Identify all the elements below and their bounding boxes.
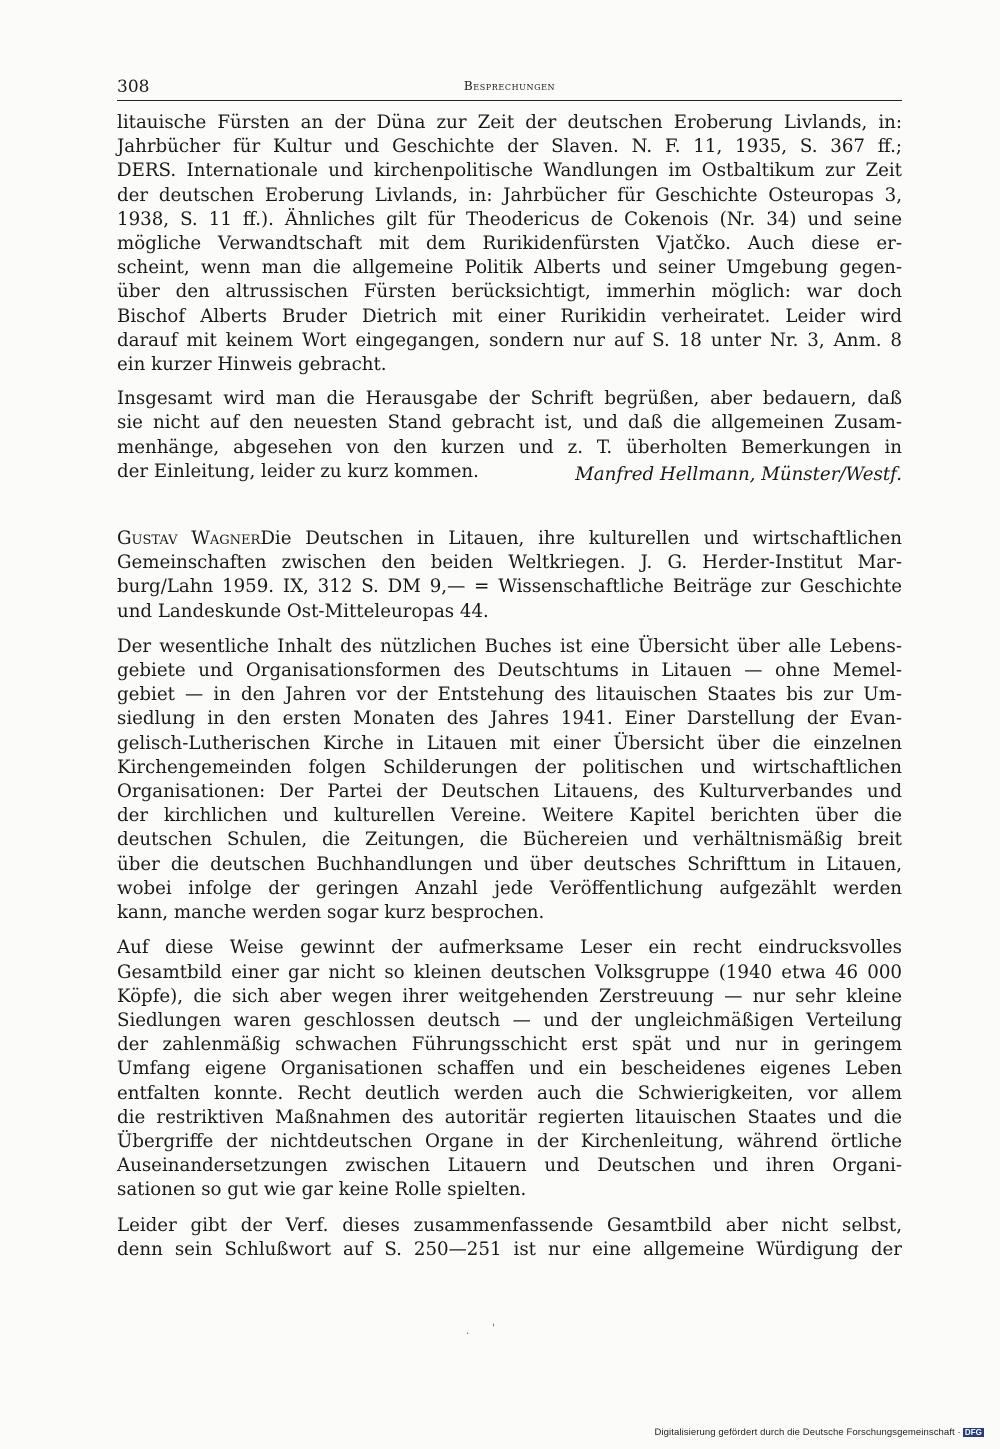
- text-line: Siedlungen waren geschlossen deutsch — und der ungleichmäßigen Verteilung: [117, 1009, 902, 1031]
- text-line: Übergriffe der nichtdeutschen Organe in der Kirchenleitung, während örtliche: [117, 1130, 902, 1152]
- review2-paragraph-1: [117, 635, 902, 925]
- text-line: gelisch-Lutherischen Kirche in Litauen mit einer Übersicht über die einzelnen: [117, 732, 902, 754]
- text-line: 1938, S. 11 ff.). Ähnliches gilt für Theodericus de Cokenois (Nr. 34) und seine: [117, 208, 902, 230]
- text-line: siedlung in den ersten Monaten des Jahres 1941. Einer Darstellung der Evan-: [117, 708, 902, 730]
- text-line: sie nicht auf den neuesten Stand gebracht ist, und daß die allgemeinen Zusam-: [117, 412, 902, 434]
- text-line: der zahlenmäßig schwachen Führungsschicht erst spät und nur in geringem: [117, 1034, 902, 1056]
- text-line: Leider gibt der Verf. dieses zusammenfassende Gesamtbild aber nicht selbst,: [117, 1214, 902, 1236]
- review1-closing-line: [117, 460, 902, 484]
- text-line: gebiete und Organisationsformen des Deutschtums in Litauen — ohne Memel-: [117, 660, 902, 682]
- review2-paragraph-3: [117, 1214, 902, 1262]
- scan-speck: ': [492, 1323, 495, 1334]
- review1-last-line: der Einleitung, leider zu kurz kommen.: [117, 460, 479, 482]
- text-line: Köpfe), die sich aber wegen ihrer weitgehenden Zerstreuung — nur sehr kleine: [117, 985, 902, 1007]
- review2-author: Gustav Wagner: [117, 528, 261, 550]
- review2-citation: [117, 527, 902, 624]
- text-line: wobei infolge der geringen Anzahl jede Veröffentlichung aufgezählt werden: [117, 877, 902, 899]
- text-line: Auf diese Weise gewinnt der aufmerksame Leser ein recht eindrucksvolles: [117, 937, 902, 959]
- text-line: deutschen Schulen, die Zeitungen, die Büchereien und verhältnismäßig breit: [117, 829, 902, 851]
- text-line: der deutschen Eroberung Livlands, in: Jahrbücher für Geschichte Osteuropas 3,: [117, 184, 902, 206]
- reviewer-signature: Manfred Hellmann, Münster/Westf.: [575, 463, 902, 485]
- text-line: über den altrussischen Fürsten berücksichtigt, immerhin möglich: war doch: [117, 281, 902, 303]
- text-line: Gemeinschaften zwischen den beiden Weltkriegen. J. G. Herder-Institut Mar-: [117, 552, 902, 574]
- text-line: litauische Fürsten an der Düna zur Zeit der deutschen Eroberung Livlands, in:: [117, 112, 902, 133]
- dfg-logo: DFG: [964, 1428, 982, 1437]
- text-line: entfalten konnte. Recht deutlich werden auch die Schwierigkeiten, vor allem: [117, 1082, 902, 1104]
- text-line: sationen so gut wie gar keine Rolle spielten.: [117, 1179, 527, 1201]
- review1-paragraph-2: [117, 387, 902, 460]
- text-line: Insgesamt wird man die Herausgabe der Schrift begrüßen, aber bedauern, daß: [117, 388, 902, 410]
- text-line: Jahrbücher für Kultur und Geschichte der Slaven. N. F. 11, 1935, S. 367 ff.;: [117, 136, 902, 158]
- text-line: Auseinandersetzungen zwischen Litauern und Deutschen und ihren Organi-: [117, 1155, 902, 1177]
- text-line: Kirchengemeinden folgen Schilderungen der politischen und wirtschaftlichen: [117, 756, 902, 778]
- text-line: DERS. Internationale und kirchenpolitische Wandlungen im Ostbaltikum zur Zeit: [117, 160, 902, 182]
- text-line: Organisationen: Der Partei der Deutschen Litauens, des Kulturverbandes und: [117, 781, 902, 803]
- review2-citation-first: Die Deutschen in Litauen, ihre kulturellen und wirtschaftlichen: [260, 528, 902, 550]
- review1-paragraph-1: [117, 111, 902, 377]
- text-line: burg/Lahn 1959. IX, 312 S. DM 9,— = Wissenschaftliche Beiträge zur Geschichte: [117, 576, 902, 598]
- text-line: der kirchlichen und kulturellen Vereine. Weitere Kapitel berichten über die: [117, 805, 902, 827]
- text-line: ein kurzer Hinweis gebracht.: [117, 354, 387, 376]
- review2-paragraph-2: [117, 936, 902, 1202]
- text-line: die restriktiven Maßnahmen des autoritär regierten litauischen Staates und die: [117, 1106, 902, 1128]
- text-line: kann, manche werden sogar kurz besprochen.: [117, 902, 545, 924]
- text-line: über die deutschen Buchhandlungen und über deutsches Schrifttum in Litauen,: [117, 853, 902, 875]
- text-line: Umfang eigene Organisationen schaffen und ein bescheidenes eigenes Leben: [117, 1058, 902, 1080]
- text-line: denn sein Schlußwort auf S. 250—251 ist nur eine allgemeine Würdigung der: [117, 1238, 902, 1260]
- text-line: mögliche Verwandtschaft mit dem Rurikidenfürsten Vjatčko. Auch diese er-: [117, 233, 902, 255]
- page-number: 308: [117, 77, 150, 97]
- text-line: und Landeskunde Ost-Mitteleuropas 44.: [117, 600, 489, 622]
- page-header: [117, 74, 902, 101]
- footer-text: Digitalisierung gefördert durch die Deutsche Forschungsgemeinschaft ·: [654, 1427, 961, 1438]
- text-line: gebiet — in den Jahren vor der Entstehung des litauischen Staates bis zur Um-: [117, 684, 902, 706]
- page: [117, 74, 902, 1262]
- running-head: Besprechungen: [463, 79, 556, 93]
- text-line: menhänge, abgesehen von den kurzen und z. T. überholten Bemerkungen in: [117, 436, 902, 458]
- text-line: scheint, wenn man die allgemeine Politik Alberts und seiner Umgebung gegen-: [117, 257, 902, 279]
- text-line: Gesamtbild einer gar nicht so kleinen deutschen Volksgruppe (1940 etwa 46 000: [117, 961, 902, 983]
- text-line: darauf mit keinem Wort eingegangen, sondern nur auf S. 18 unter Nr. 3, Anm. 8: [117, 329, 902, 351]
- footer-credit: [655, 1427, 985, 1438]
- text-line: Der wesentliche Inhalt des nützlichen Buches ist eine Übersicht über alle Lebens-: [117, 635, 902, 657]
- scan-speck: .: [466, 1326, 470, 1337]
- text-line: Bischof Alberts Bruder Dietrich mit einer Rurikidin verheiratet. Leider wird: [117, 305, 902, 327]
